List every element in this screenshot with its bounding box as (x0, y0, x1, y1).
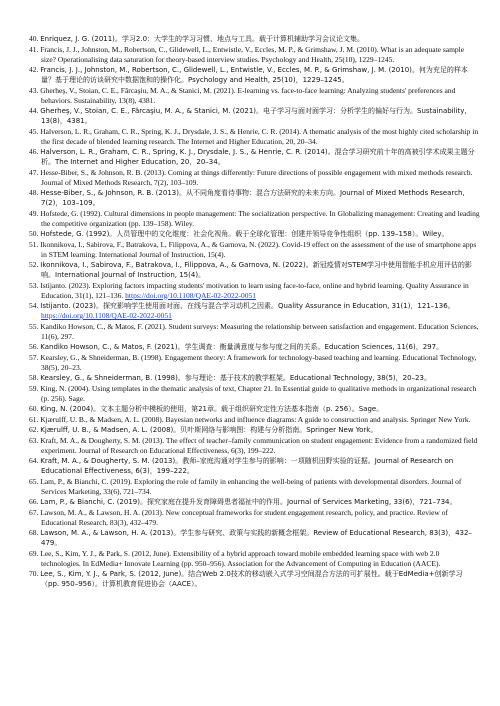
reference-text: Lawson, M. A., & Lawson, H. A. (2013)。学生参与研究、政策与实践的新概念框架。Review of Educational Research, 83(3)，432–479。 (40, 529, 472, 547)
reference-item (29, 45, 480, 65)
reference-item (29, 209, 480, 229)
reference-text: Hofstede, G. (1992). Cultural dimensions in people management: The socialization perspective. In Globalizing management: Creating and leading the competitive organization (pp. 139–158). Wiley. (40, 208, 480, 228)
reference-item (29, 229, 480, 239)
reference-item (29, 127, 480, 147)
reference-number: 54. (29, 301, 39, 310)
reference-number: 46. (29, 147, 39, 156)
reference-item (29, 528, 480, 548)
reference-number: 44. (29, 106, 39, 115)
reference-item (29, 456, 480, 476)
reference-number: 57. (29, 352, 39, 362)
reference-list (29, 34, 480, 589)
reference-text: Kearsley, G., & Shneiderman, B. (1998)。参与理论：基于技术的教学框架。Educational Technology, 38(5)，20–23。 (40, 374, 431, 382)
reference-number: 63. (29, 435, 39, 445)
reference-text: Kraft, M. A., & Dougherty, S. M. (2013). The effect of teacher–family communication on student engagement: Evidence from a randomized field experiment. Journal of Research on Educational Effectiveness, 6(3), 199–222. (40, 435, 478, 455)
reference-number: 67. (29, 507, 39, 517)
reference-item (29, 65, 480, 85)
reference-item (29, 477, 480, 497)
reference-text: Istijanto. (2023). Exploring factors impacting students' motivation to learn using face-to-face, online and hybrid learning. Quality Assurance in Education, 31(1), 121–136. (40, 280, 469, 300)
reference-item (29, 260, 480, 280)
reference-number: 47. (29, 167, 39, 177)
reference-item (29, 188, 480, 208)
reference-item (29, 168, 480, 188)
reference-number: 41. (29, 44, 39, 54)
reference-text: Kandiko Howson, C., & Matos, F. (2021). Student surveys: Measuring the relationship between satisfaction and engagement. Education Sciences, 11(6), 297. (40, 321, 479, 341)
doi-link[interactable]: https://doi.org/10.1108/QAE-02-2022-0051 (125, 290, 256, 300)
reference-item (29, 301, 480, 321)
reference-item (29, 86, 480, 106)
reference-item (29, 322, 480, 342)
reference-text: Lam, P., & Bianchi, C. (2019)。探究家庭在提升发育障碍患者福祉中的作用。Journal of Services Marketing, 33(6)，721–734。 (40, 498, 457, 506)
reference-number: 58. (29, 373, 39, 382)
reference-text: Halverson, L. R., Graham, C. R., Spring, K. J., Drysdale, J. S., & Henrie, C. R. (2014)。混合学习研究前十年的高被引学术成果主题分析。The Internet and Higher Education, 20，20–34。 (40, 148, 475, 166)
reference-number: 65. (29, 476, 39, 486)
reference-text: Kearsley, G., & Shneiderman, B. (1998). Engagement theory: A framework for technology-based teaching and learning. Educational Technology, 38(5), 20–23. (40, 352, 477, 372)
reference-item (29, 508, 480, 528)
reference-number: 51. (29, 239, 39, 249)
reference-number: 55. (29, 321, 39, 331)
reference-number: 43. (29, 85, 39, 95)
reference-text: Hesse-Biber, S., & Johnson, R. B. (2013). Coming at things differently: Future directions of possible engagement with mixed methods research. Journal of Mixed Methods Research, 7(2), 103–109. (40, 167, 473, 187)
reference-number: 69. (29, 548, 39, 558)
reference-text: Lawson, M. A., & Lawson, H. A. (2013). New conceptual frameworks for student engagement research, policy, and practice. Review of Educational Research, 83(3), 432–479. (40, 507, 448, 527)
reference-number: 52. (29, 260, 39, 269)
reference-number: 61. (29, 414, 39, 424)
reference-item (29, 147, 480, 167)
reference-number: 66. (29, 497, 39, 506)
doi-link[interactable]: https://doi.org/10.1108/QAE-02-2022-0051 (41, 311, 172, 320)
reference-number: 49. (29, 208, 39, 218)
reference-item (29, 34, 480, 44)
reference-text: Lam, P., & Bianchi, C. (2019). Exploring the role of family in enhancing the well-being of patients with developmental disorders. Journal of Services Marketing, 33(6), 721–734. (40, 476, 462, 496)
reference-number: 45. (29, 126, 39, 136)
reference-text: Gherheş, V., Stoian, C. E., Fărcaşiu, M. A., & Stanici, M. (2021). E-learning vs. face-to-face learning: Analyzing students' preferences and behaviors. Sustainability, 13(8), 4381. (40, 85, 456, 105)
reference-item (29, 436, 480, 456)
reference-number: 70. (29, 569, 39, 578)
reference-text: King, N. (2004)。文本主题分析中模板的使用，第21章。载于组织研究定性方法基本指南（p. 256）。Sage。 (40, 405, 384, 413)
reference-text: Kandiko Howson, C., & Matos, F. (2021)。学生调查：衡量满意度与参与度之间的关系。Education Sciences, 11(6)，297。 (40, 343, 444, 351)
reference-text: Ikonnikova, I., Sabirova, F., Batrakova, I., Filippova, A., & Garnova, N. (2022). Covid-19 effect on the assessment of the use of smartphone apps in STEM learning. International Journal of Instruction, 15(4). (40, 239, 477, 259)
reference-text: Francis, J. J., Johnston, M., Robertson, C., Glidewell, L., Entwistle, V., Eccles, M. P., & Grimshaw, J. M. (2010)。何为充足的样本量？基于理论的访谈研究中数据饱和的操作化。Psychology and Health, 25(10)，1229–1245。 (40, 66, 468, 84)
reference-text: Lee, S., Kim, Y. J., & Park, S. (2012, June)。结合Web 2.0技术的移动嵌入式学习空间混合方法的可扩展性。载于EdMedia+创新学习（pp. 950–956）。计算机教育促进协会（AACE）。 (40, 570, 463, 588)
reference-item (29, 569, 480, 589)
reference-number: 68. (29, 528, 39, 537)
reference-number: 60. (29, 404, 39, 413)
reference-text: Gherheş, V., Stoian, C. E., Fărcaşiu, M. A., & Stanici, M. (2021)。电子学习与面对面学习：分析学生的偏好与行为。Sustainability, 13(8)，4381。 (40, 107, 467, 125)
reference-text: Ikonnikova, I., Sabirova, F., Batrakova, I., Filippova, A., & Garnova, N. (2022)。新冠疫情对STEM学习中使用智能手机应用评估的影响。International Journal of Instruction, 15(4)。 (40, 261, 472, 279)
reference-number: 62. (29, 425, 39, 434)
reference-text: Kraft, M. A., & Dougherty, S. M. (2013)。教师–家庭沟通对学生参与的影响：一项随机田野实验的证据。Journal of Research on Educational Effectiveness, 6(3)，199–222。 (40, 457, 454, 475)
reference-item (29, 384, 480, 404)
reference-number: 42. (29, 65, 39, 74)
reference-text: Istijanto. (2023)。探究影响学生使用面对面、在线与混合学习动机之因素。Quality Assurance in Education, 31(1)，121–136。 (40, 302, 455, 310)
reference-item (29, 281, 480, 301)
reference-text: Francis, J. J., Johnston, M., Robertson, C., Glidewell, L., Entwistle, V., Eccles, M. P., & Grimshaw, J. M. (2010). What is an adequate sample size? Operationalising data saturation for theory-based interview studies. Psychology and Health, 25(10), 1229–1245. (40, 44, 465, 64)
reference-text: Halverson, L. R., Graham, C. R., Spring, K. J., Drysdale, J. S., & Henrie, C. R. (2014). A thematic analysis of the most highly cited scholarship in the first decade of blended learning research. The Internet and Higher Education, 20, 20–34. (40, 126, 479, 146)
reference-number: 50. (29, 229, 39, 238)
reference-item (29, 497, 480, 507)
reference-number: 56. (29, 342, 39, 351)
reference-item (29, 106, 480, 126)
reference-text: Kjærulff, U. B., & Madsen, A. L. (2008)。贝叶斯网络与影响图：构建与分析指南。Springer New York。 (40, 426, 378, 434)
reference-text: King, N. (2004). Using templates in the thematic analysis of text, Chapter 21. In Essential guide to qualitative methods in organizational research (p. 256). Sage. (40, 383, 477, 403)
reference-text: Enriquez, J. G. (2011)。学习2.0：大学生的学习习惯、地点与工具。载于计算机辅助学习会议论文集。 (40, 35, 365, 43)
reference-number: 64. (29, 456, 39, 465)
reference-item (29, 342, 480, 352)
reference-number: 53. (29, 280, 39, 290)
reference-item (29, 353, 480, 373)
reference-item (29, 373, 480, 383)
reference-text: Hofstede, G. (1992)。人员管理中的文化维度：社会化视角。载于全球化管理：创建并领导竞争性组织（pp. 139–158）。Wiley。 (40, 230, 449, 238)
reference-number: 40. (29, 34, 39, 43)
reference-item (29, 415, 480, 425)
reference-text: Kjærulff, U. B., & Madsen, A. L. (2008). Bayesian networks and influence diagrams: A guide to construction and analysis. Springer New York. (40, 414, 471, 424)
reference-text: Hesse-Biber, S., & Johnson, R. B. (2013)。从不同角度看待事物：混合方法研究的未来方向。Journal of Mixed Methods Research, 7(2)，103–109。 (40, 189, 465, 207)
reference-item (29, 549, 480, 569)
reference-item (29, 404, 480, 414)
reference-number: 59. (29, 383, 39, 393)
reference-text: Lee, S., Kim, Y. J., & Park, S. (2012, June). Extensibility of a hybrid approach toward mobile embedded learning space with web 2.0 technologies. In EdMedia+ Innovate Learning (pp. 950–956). Association for the Advancement of Computing in Education (AACE). (40, 548, 441, 568)
reference-item (29, 240, 480, 260)
reference-item (29, 425, 480, 435)
reference-number: 48. (29, 188, 39, 197)
